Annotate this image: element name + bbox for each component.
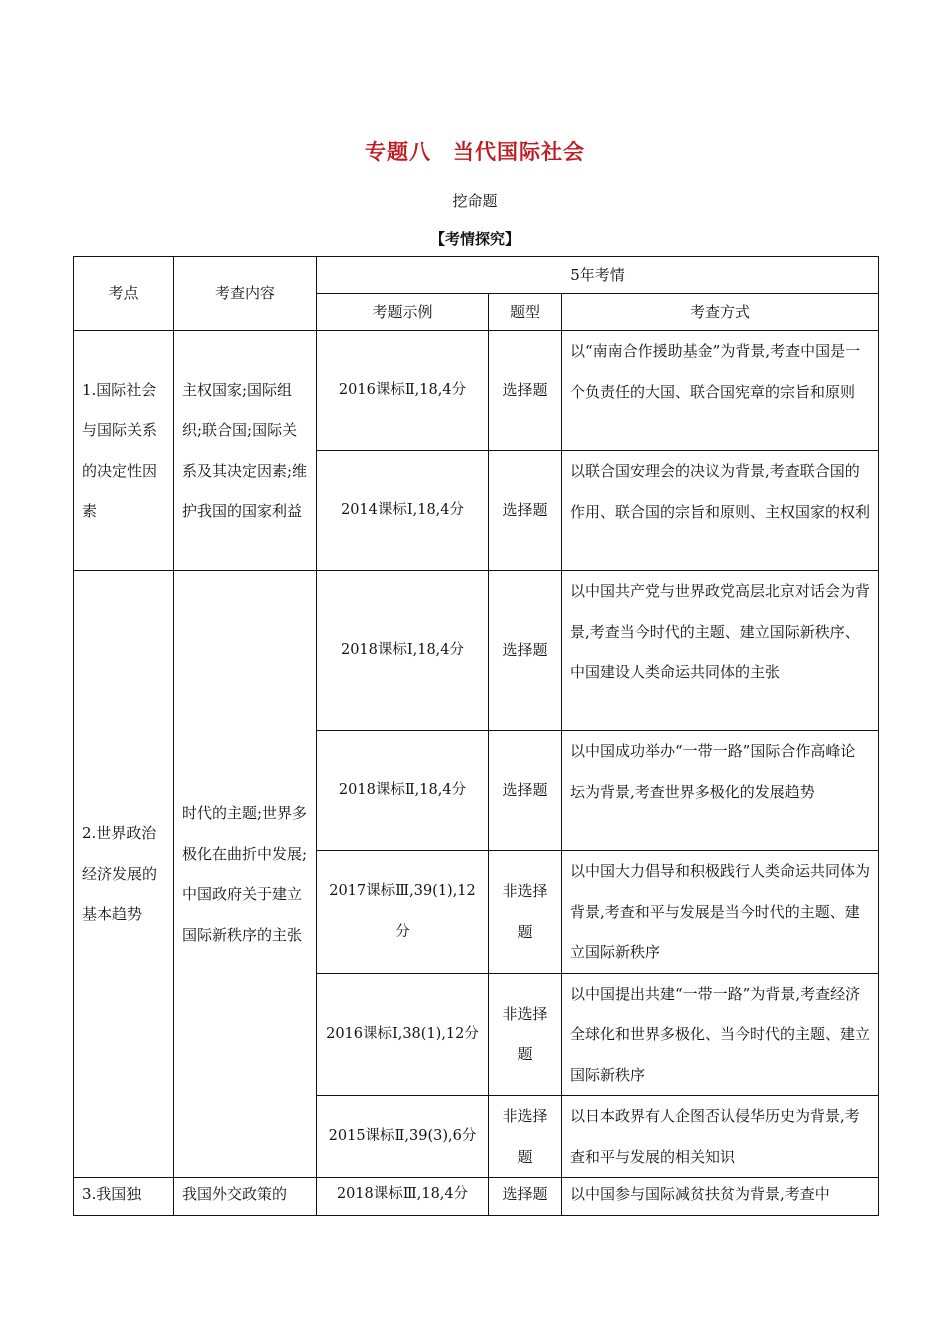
fangshi-cell: 以中国大力倡导和积极践行人类命运共同体为背景,考查和平与发展是当今时代的主题、建立国际新秩序	[562, 851, 879, 974]
fangshi-cell: 以中国参与国际减贫扶贫为背景,考查中	[562, 1178, 879, 1216]
header-five-year: 5年考情	[317, 257, 879, 294]
table-row	[74, 331, 879, 451]
page-title: 专题八 当代国际社会	[365, 140, 585, 164]
shili-cell: 2016课标Ⅰ,38(1),12分	[317, 973, 489, 1096]
fangshi-cell: 以中国提出共建“一带一路”为背景,考查经济全球化和世界多极化、当今时代的主题、建立国际新秩序	[562, 973, 879, 1096]
exam-analysis-table	[73, 256, 879, 1216]
header-shili: 考题示例	[317, 294, 489, 331]
fangshi-cell: 以联合国安理会的决议为背景,考查联合国的作用、联合国的宗旨和原则、主权国家的权利	[562, 451, 879, 571]
shili-cell: 2017课标Ⅲ,39(1),12分	[317, 851, 489, 974]
header-tixing: 题型	[489, 294, 562, 331]
neirong-cell: 时代的主题;世界多极化在曲折中发展;中国政府关于建立国际新秩序的主张	[174, 571, 317, 1178]
shili-cell: 2018课标Ⅲ,18,4分	[317, 1178, 489, 1216]
shili-cell: 2014课标Ⅰ,18,4分	[317, 451, 489, 571]
tixing-cell: 选择题	[489, 731, 562, 851]
shili-cell: 2016课标Ⅱ,18,4分	[317, 331, 489, 451]
fangshi-cell: 以中国成功举办“一带一路”国际合作高峰论坛为背景,考查世界多极化的发展趋势	[562, 731, 879, 851]
table-row	[74, 1178, 879, 1216]
tixing-cell: 选择题	[489, 451, 562, 571]
fangshi-cell: 以中国共产党与世界政党高层北京对话会为背景,考查当今时代的主题、建立国际新秩序、中国建设人类命运共同体的主张	[562, 571, 879, 731]
kaodian-cell: 1.国际社会与国际关系的决定性因素	[74, 331, 174, 571]
table-row	[74, 571, 879, 731]
tixing-cell: 非选择题	[489, 973, 562, 1096]
subtitle: 挖命题	[452, 192, 498, 210]
shili-cell: 2015课标Ⅱ,39(3),6分	[317, 1096, 489, 1178]
tixing-cell: 选择题	[489, 1178, 562, 1216]
kaodian-cell: 3.我国独	[74, 1178, 174, 1216]
fangshi-cell: 以“南南合作援助基金”为背景,考查中国是一个负责任的大国、联合国宪章的宗旨和原则	[562, 331, 879, 451]
shili-cell: 2018课标Ⅱ,18,4分	[317, 731, 489, 851]
tixing-cell: 选择题	[489, 571, 562, 731]
shili-cell: 2018课标Ⅰ,18,4分	[317, 571, 489, 731]
fangshi-cell: 以日本政界有人企图否认侵华历史为背景,考查和平与发展的相关知识	[562, 1096, 879, 1178]
neirong-cell: 我国外交政策的	[174, 1178, 317, 1216]
header-neirong: 考查内容	[174, 257, 317, 331]
tixing-cell: 选择题	[489, 331, 562, 451]
header-kaodian: 考点	[74, 257, 174, 331]
tixing-cell: 非选择题	[489, 851, 562, 974]
section-heading: 【考情探究】	[429, 230, 520, 248]
kaodian-cell: 2.世界政治经济发展的基本趋势	[74, 571, 174, 1178]
neirong-cell: 主权国家;国际组织;联合国;国际关系及其决定因素;维护我国的国家利益	[174, 331, 317, 571]
header-fangshi: 考查方式	[562, 294, 879, 331]
tixing-cell: 非选择题	[489, 1096, 562, 1178]
